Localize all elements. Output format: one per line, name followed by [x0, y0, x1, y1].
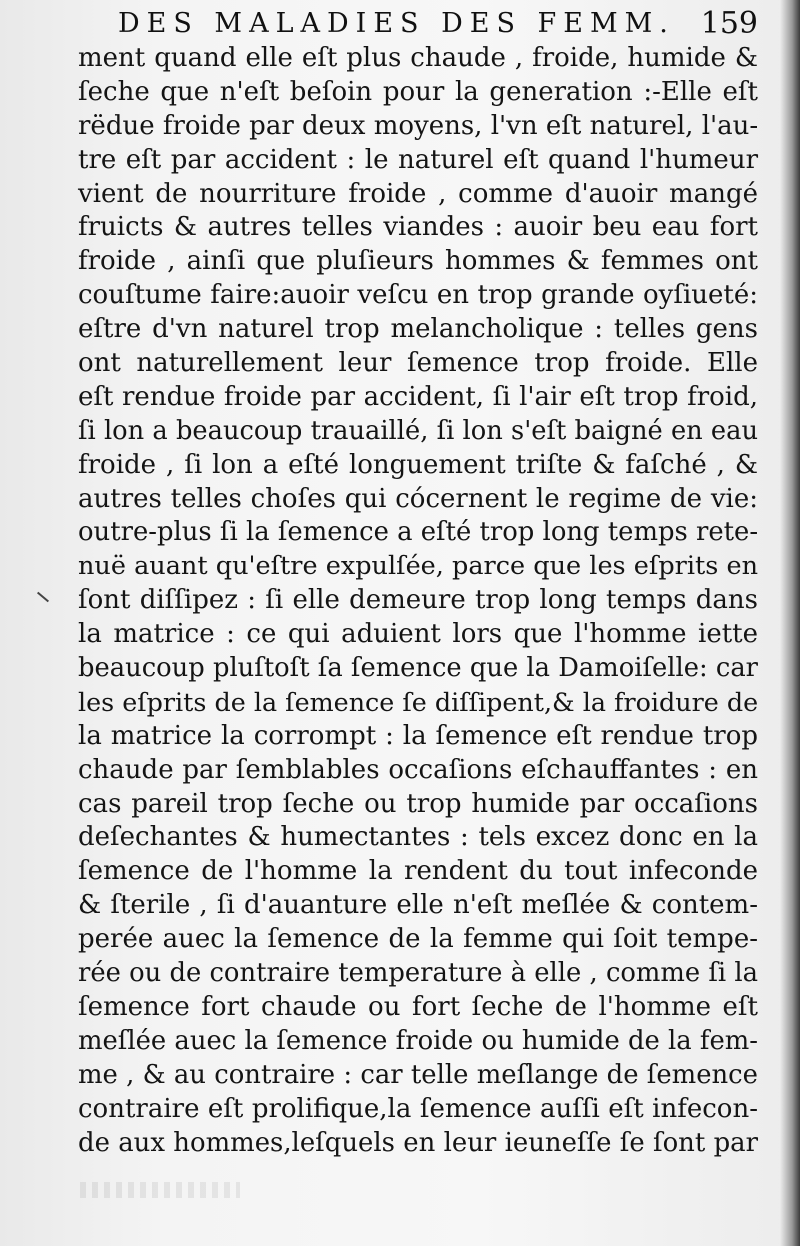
text-line: eſtre d'vn naturel trop melancholique : telles gens [78, 314, 758, 345]
text-line: nuë auant qu'eſtre expulſée, parce que les eſprits en [78, 551, 758, 582]
text-line: perée auec la ſemence de la femme qui ſoit tempe- [78, 924, 758, 955]
text-line: la matrice : ce qui aduient lors que l'homme iette [78, 619, 758, 650]
text-line: ſont diſſipez : ſi elle demeure trop long temps dans [78, 585, 758, 616]
text-line: cas pareil trop ſeche ou trop humide par occaſions [78, 788, 758, 819]
text-line: rée ou de contraire temperature à elle , comme ſi la [78, 958, 758, 989]
text-line: meſlée auec la ſemence froide ou humide de la fem- [78, 1025, 759, 1056]
text-line: ment quand elle eſt plus chaude , froide, humide & [78, 43, 758, 73]
text-line: rëdue froide par deux moyens, l'vn eſt naturel, l'au- [78, 110, 759, 141]
text-line: outre-plus ſi la ſemence a eſté trop long temps rete- [78, 517, 759, 548]
body-text [78, 42, 758, 1160]
margin-mark [37, 592, 49, 603]
text-line: ſi lon a beaucoup trauaillé, ſi lon s'eſt baigné en eau [78, 415, 758, 446]
text-line: me , & au contraire : car telle meſlange de ſemence [78, 1059, 758, 1090]
text-line: froide , ſi lon a eſté longuement triſte & faſché , & [78, 449, 758, 480]
page-gutter-shadow [780, 0, 800, 1246]
text-line: contraire eſt prolifique,la ſemence auſſi eſt infecon- [78, 1093, 758, 1124]
text-line: autres telles choſes qui cócernent le regime de vie: [78, 483, 758, 514]
text-line: beaucoup pluſtoſt ſa ſemence que la Damoiſelle: car [78, 653, 758, 684]
page-number: 159 [700, 6, 758, 41]
text-line: tre eſt par accident : le naturel eſt quand l'humeur [78, 144, 758, 175]
text-line: froide , ainſi que pluſieurs hommes & femmes ont [78, 246, 758, 277]
text-line: ſemence fort chaude ou fort ſeche de l'homme eſt [78, 991, 758, 1022]
text-line: deſechantes & humectantes : tels excez donc en la [78, 822, 758, 853]
running-title: DES MALADIES DES FEMM. [118, 8, 675, 39]
text-line: ſemence de l'homme la rendent du tout infeconde [78, 856, 758, 887]
text-line: eſt rendue froide par accident, ſi l'air eſt trop froid, [78, 381, 758, 412]
text-line: chaude par ſemblables occaſions eſchauffantes : en [78, 754, 758, 785]
text-line: ont naturellement leur ſemence trop froide. Elle [78, 348, 758, 379]
text-line: la matrice la corrompt : la ſemence eſt rendue trop [78, 720, 758, 751]
text-line: de aux hommes,leſquels en leur ieuneſſe ſe ſont par [78, 1127, 758, 1158]
text-line: couſtume faire:auoir veſcu en trop grande oyſiueté: [78, 280, 758, 311]
text-line: vient de nourriture froide , comme d'auoir mangé [78, 178, 758, 209]
text-line: les eſprits de la ſemence ſe diſſipent,& la froidure de [78, 686, 759, 717]
text-line: ſeche que n'eſt beſoin pour la generation :-Elle eſt [78, 76, 758, 107]
text-line: fruicts & autres telles viandes : auoir beu eau fort [78, 212, 758, 243]
page-header [118, 6, 758, 42]
text-line: & ſterile , ſi d'auanture elle n'eſt meſlée & contem- [78, 890, 758, 921]
show-through-bleed [80, 1182, 240, 1198]
